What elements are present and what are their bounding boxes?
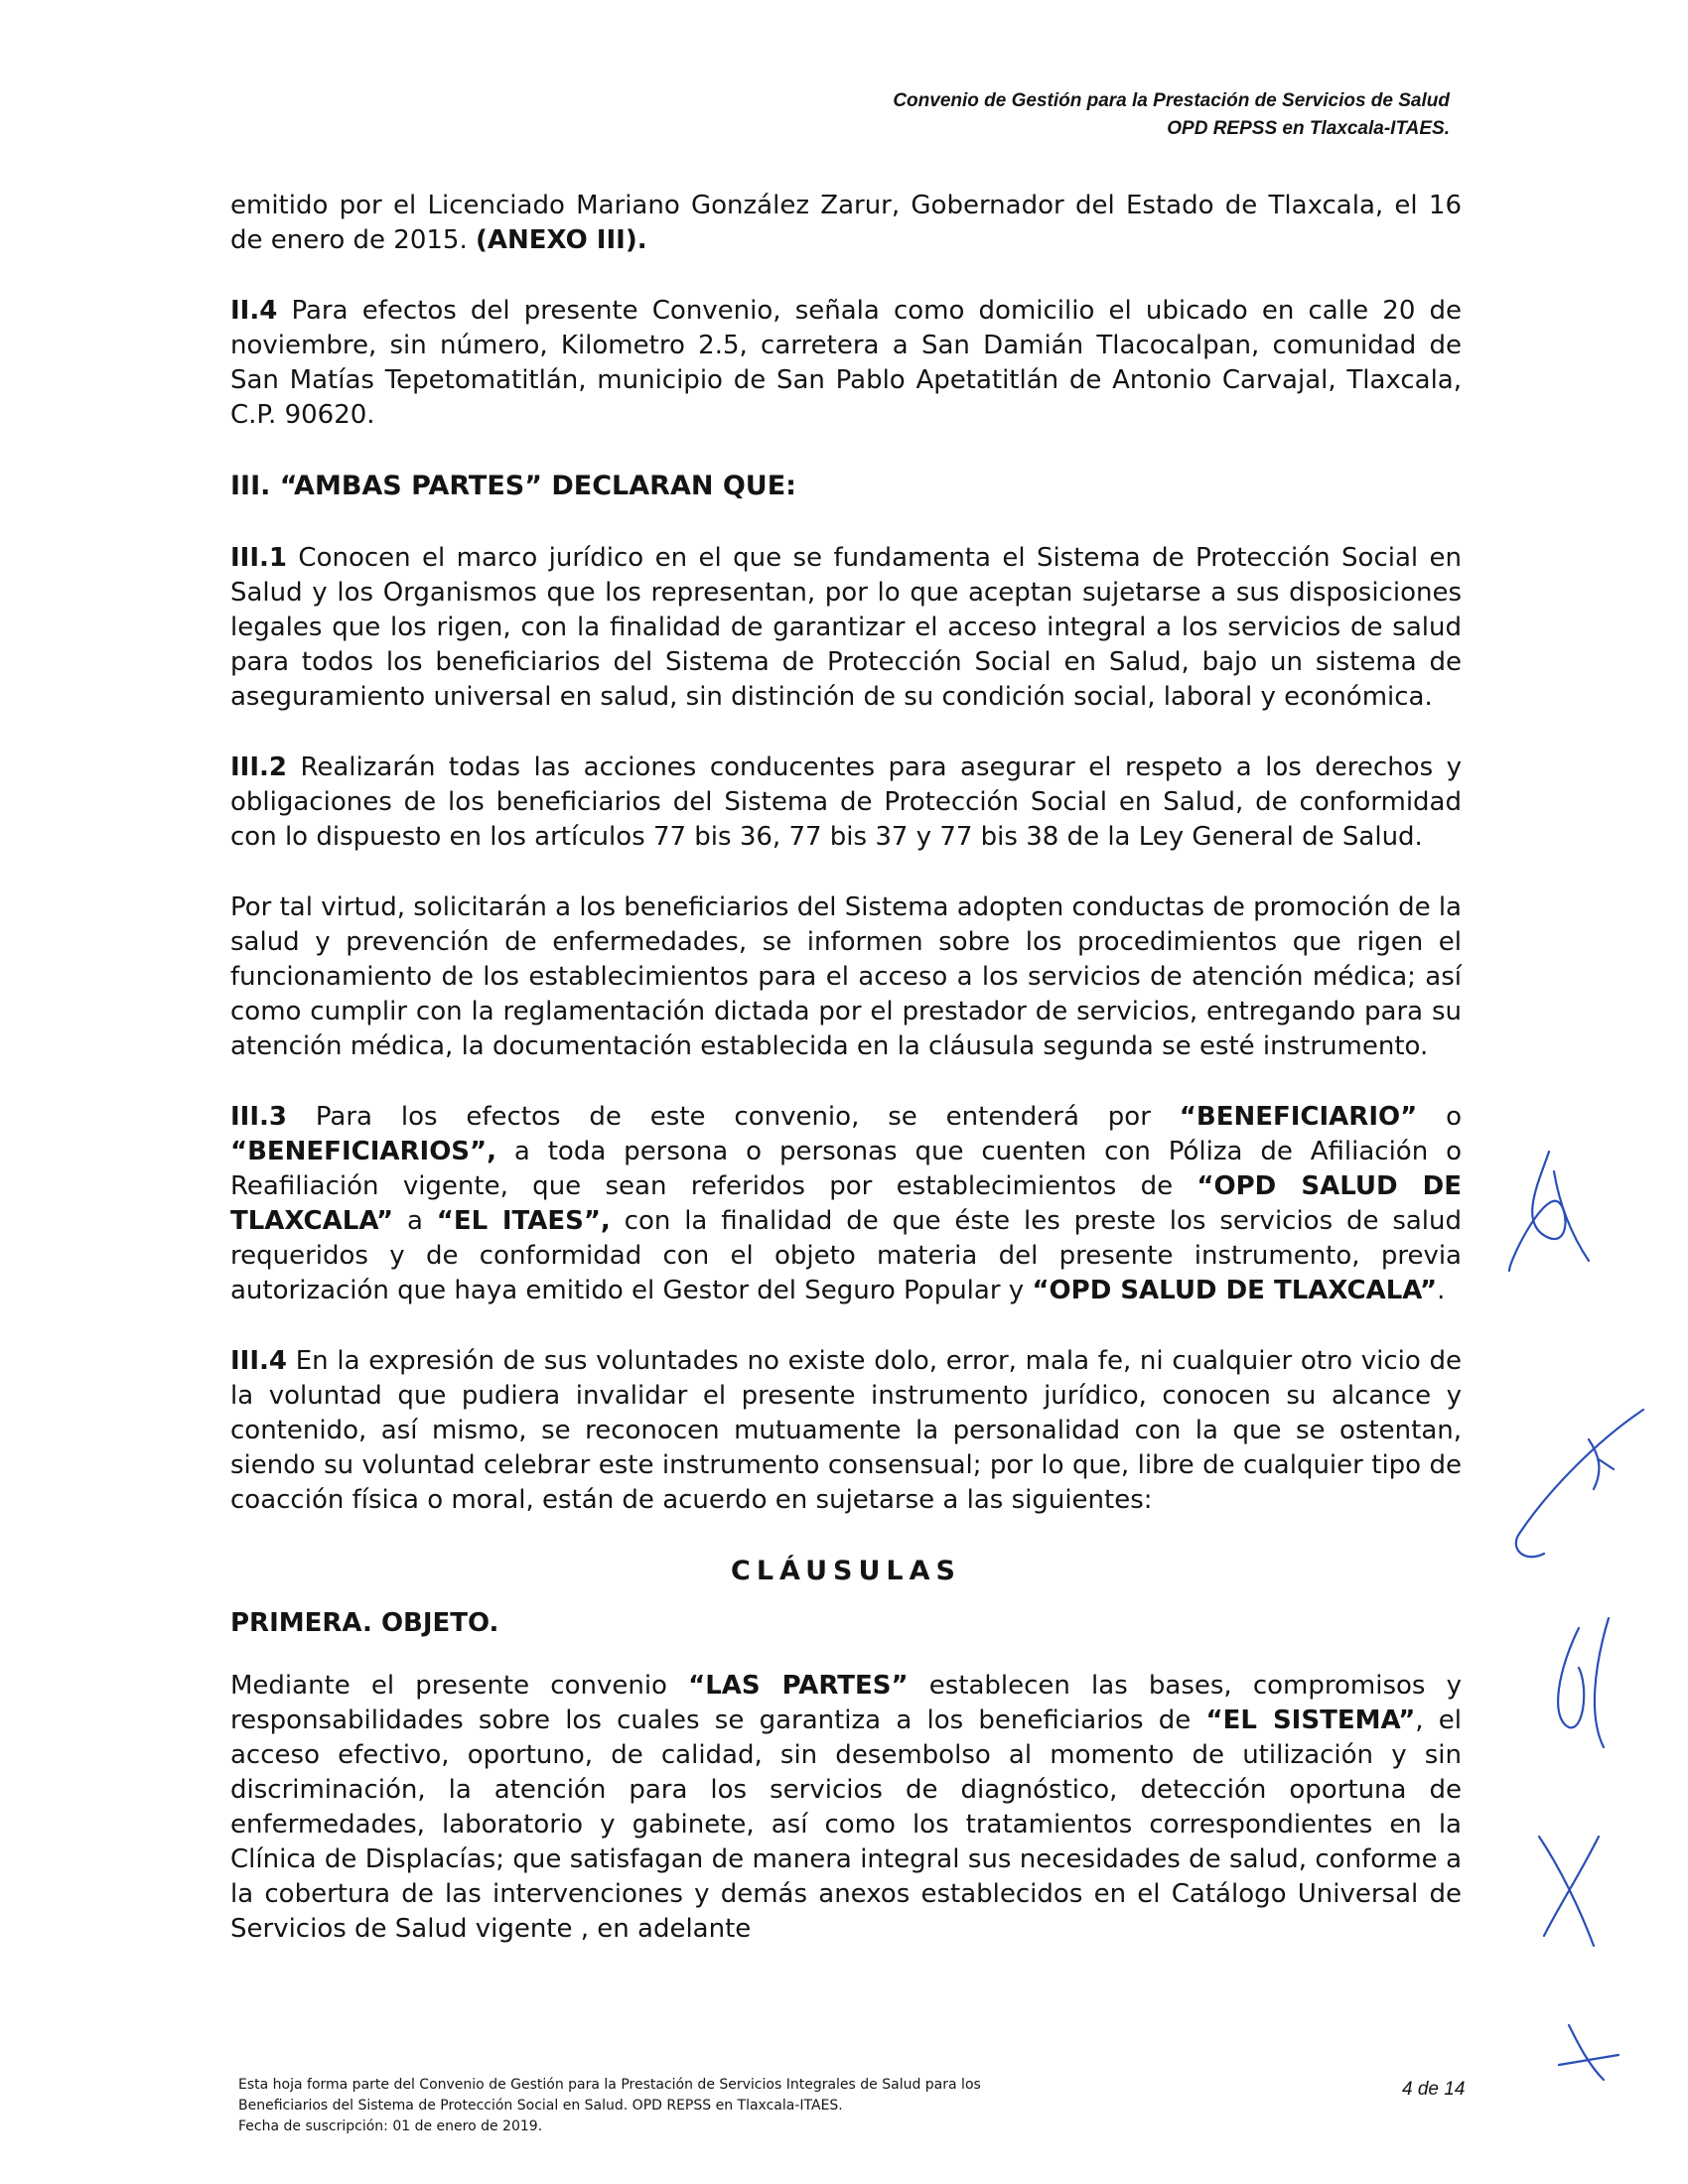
paragraph-text: emitido por el Licenciado Mariano González Zarur, Gobernador del Estado de Tlaxcala, el 16 de enero de 2015. [230,191,1462,255]
term-opd-salud: “OPD SALUD DE TLAXCALA” [230,1171,1462,1236]
document-body [230,189,1462,1982]
signature-mark-3 [1558,1618,1609,1747]
clause-label: III.3 [230,1102,287,1132]
document-header [893,87,1450,143]
term-beneficiarios: “BENEFICIARIOS”, [230,1137,496,1166]
signature-mark-4 [1539,1837,1599,1946]
paragraph-por-tal-virtud: Por tal virtud, solicitarán a los beneficiarios del Sistema adopten conductas de promoción de la salud y prevención de enfermedades, se informen sobre los procedimientos que rigen el funcionamiento de los establecimientos para el acceso a los servicios de atención médica; así como cumplir con la reglamentación dictada por el prestador de servicios, entregando para su atención médica, la documentación establecida en la cláusula segunda se esté instrumento. [230,892,1462,1061]
page-number: 4 de 14 [1402,2079,1466,2100]
clause-text: Realizarán todas las acciones conducentes para asegurar el respeto a los derechos y obligaciones de los beneficiarios del Sistema de Protección Social en Salud, de conformidad con lo dispuesto en los artículos 77 bis 36, 77 bis 37 y 77 bis 38 de la Ley General de Salud. [230,752,1462,852]
clause-text: , el acceso efectivo, oportuno, de calidad, sin desembolso al momento de utilización y sin discriminación, la atención para los servicios de diagnóstico, detección oportuna de enfermedades, laboratorio y gabinete, así como los tratamientos correspondientes en la Clínica de Displacías; que satisfagan de manera integral sus necesidades de salud, conforme a la cobertura de las intervenciones y demás anexos establecidos en el Catálogo Universal de Servicios de Salud vigente , en adelante [230,1706,1462,1944]
footer-line: Beneficiarios del Sistema de Protección Social en Salud. OPD REPSS en Tlaxcala-ITAES. [238,2098,843,2114]
clause-iii-1 [230,541,1462,715]
clause-text: Conocen el marco jurídico en el que se fundamenta el Sistema de Protección Social en Salud y los Organismos que los representan, por lo que aceptan sujetarse a sus disposiciones legales que los rigen, con la finalidad de garantizar el acceso integral a los servicios de salud para todos los beneficiarios del Sistema de Protección Social en Salud, bajo un sistema de aseguramiento universal en salud, sin distinción de su condición social, laboral y económica. [230,543,1463,712]
clause-iii-4 [230,1344,1462,1518]
clausulas-heading: CLÁUSULAS [731,1556,961,1586]
signature-mark-2 [1516,1410,1643,1557]
clause-text: Mediante el presente convenio [230,1671,667,1701]
footer-line: Esta hoja forma parte del Convenio de Gestión para la Prestación de Servicios Integrales de Salud para los [238,2077,981,2093]
term-las-partes: “LAS PARTES” [688,1671,909,1701]
clause-label: III.4 [230,1346,287,1376]
clause-text: o [1446,1102,1462,1132]
clause-label: II.4 [230,296,278,326]
clause-text: En la expresión de sus voluntades no existe dolo, error, mala fe, ni cualquier otro vicio de la voluntad que pudiera invalidar el presente instrumento jurídico, conocen su alcance y contenido, así mismo, se reconocen mutuamente la personalidad con la que se ostentan, siendo su voluntad celebrar este instrumento consensual; por lo que, libre de cualquier tipo de coacción física o moral, están de acuerdo en sujetarse a las siguientes: [230,1346,1462,1515]
clause-text: . [1437,1276,1446,1305]
clause-text: a [407,1206,423,1236]
term-el-itaes: “EL ITAES”, [436,1206,611,1236]
signature-mark-1 [1509,1152,1589,1271]
header-subtitle: OPD REPSS en Tlaxcala-ITAES. [1167,118,1450,139]
term-opd-salud: “OPD SALUD DE TLAXCALA” [1032,1276,1438,1305]
annex-reference: (ANEXO III). [476,225,647,255]
header-title: Convenio de Gestión para la Prestación de Servicios de Salud [893,90,1450,111]
paragraph-emitido [230,189,1462,258]
clause-ii-4 [230,294,1462,433]
clause-iii-3 [230,1100,1462,1308]
clause-iii-2 [230,751,1462,855]
clause-text: establecen las bases, compromisos y responsabilidades sobre los cuales se garantiza a los beneficiarios de [230,1671,1463,1735]
section-iii-heading: III. “AMBAS PARTES” DECLARAN QUE: [230,471,796,501]
term-el-sistema: “EL SISTEMA” [1205,1706,1416,1735]
signature-initials [1479,1112,1678,2105]
clause-text: a toda persona o personas que cuenten con Póliza de Afiliación o Reafiliación vigente, que sean referidos por establecimientos de [230,1137,1462,1201]
signature-mark-5 [1559,2025,1618,2080]
clause-label: III.2 [230,752,287,782]
clause-label: III.1 [230,543,287,573]
footer-date: Fecha de suscripción: 01 de enero de 2019. [238,2118,543,2134]
clause-text: Para los efectos de este convenio, se entenderá por [315,1102,1151,1132]
clause-text: con la finalidad de que éste les preste los servicios de salud requeridos y de conformidad con el objeto materia del presente instrumento, previa autorización que haya emitido el Gestor del Seguro Popular y [230,1206,1463,1305]
clause-text: Para efectos del presente Convenio, señala como domicilio el ubicado en calle 20 de noviembre, sin número, Kilometro 2.5, carretera a San Damián Tlacocalpan, comunidad de San Matías Tepetomatitlán, municipio de San Pablo Apetatitlán de Antonio Carvajal, Tlaxcala, C.P. 90620. [230,296,1463,430]
document-footer [238,2075,1072,2137]
term-beneficiario: “BENEFICIARIO” [1179,1102,1418,1132]
primera-heading: PRIMERA. OBJETO. [230,1608,499,1638]
clause-primera [230,1669,1462,1947]
